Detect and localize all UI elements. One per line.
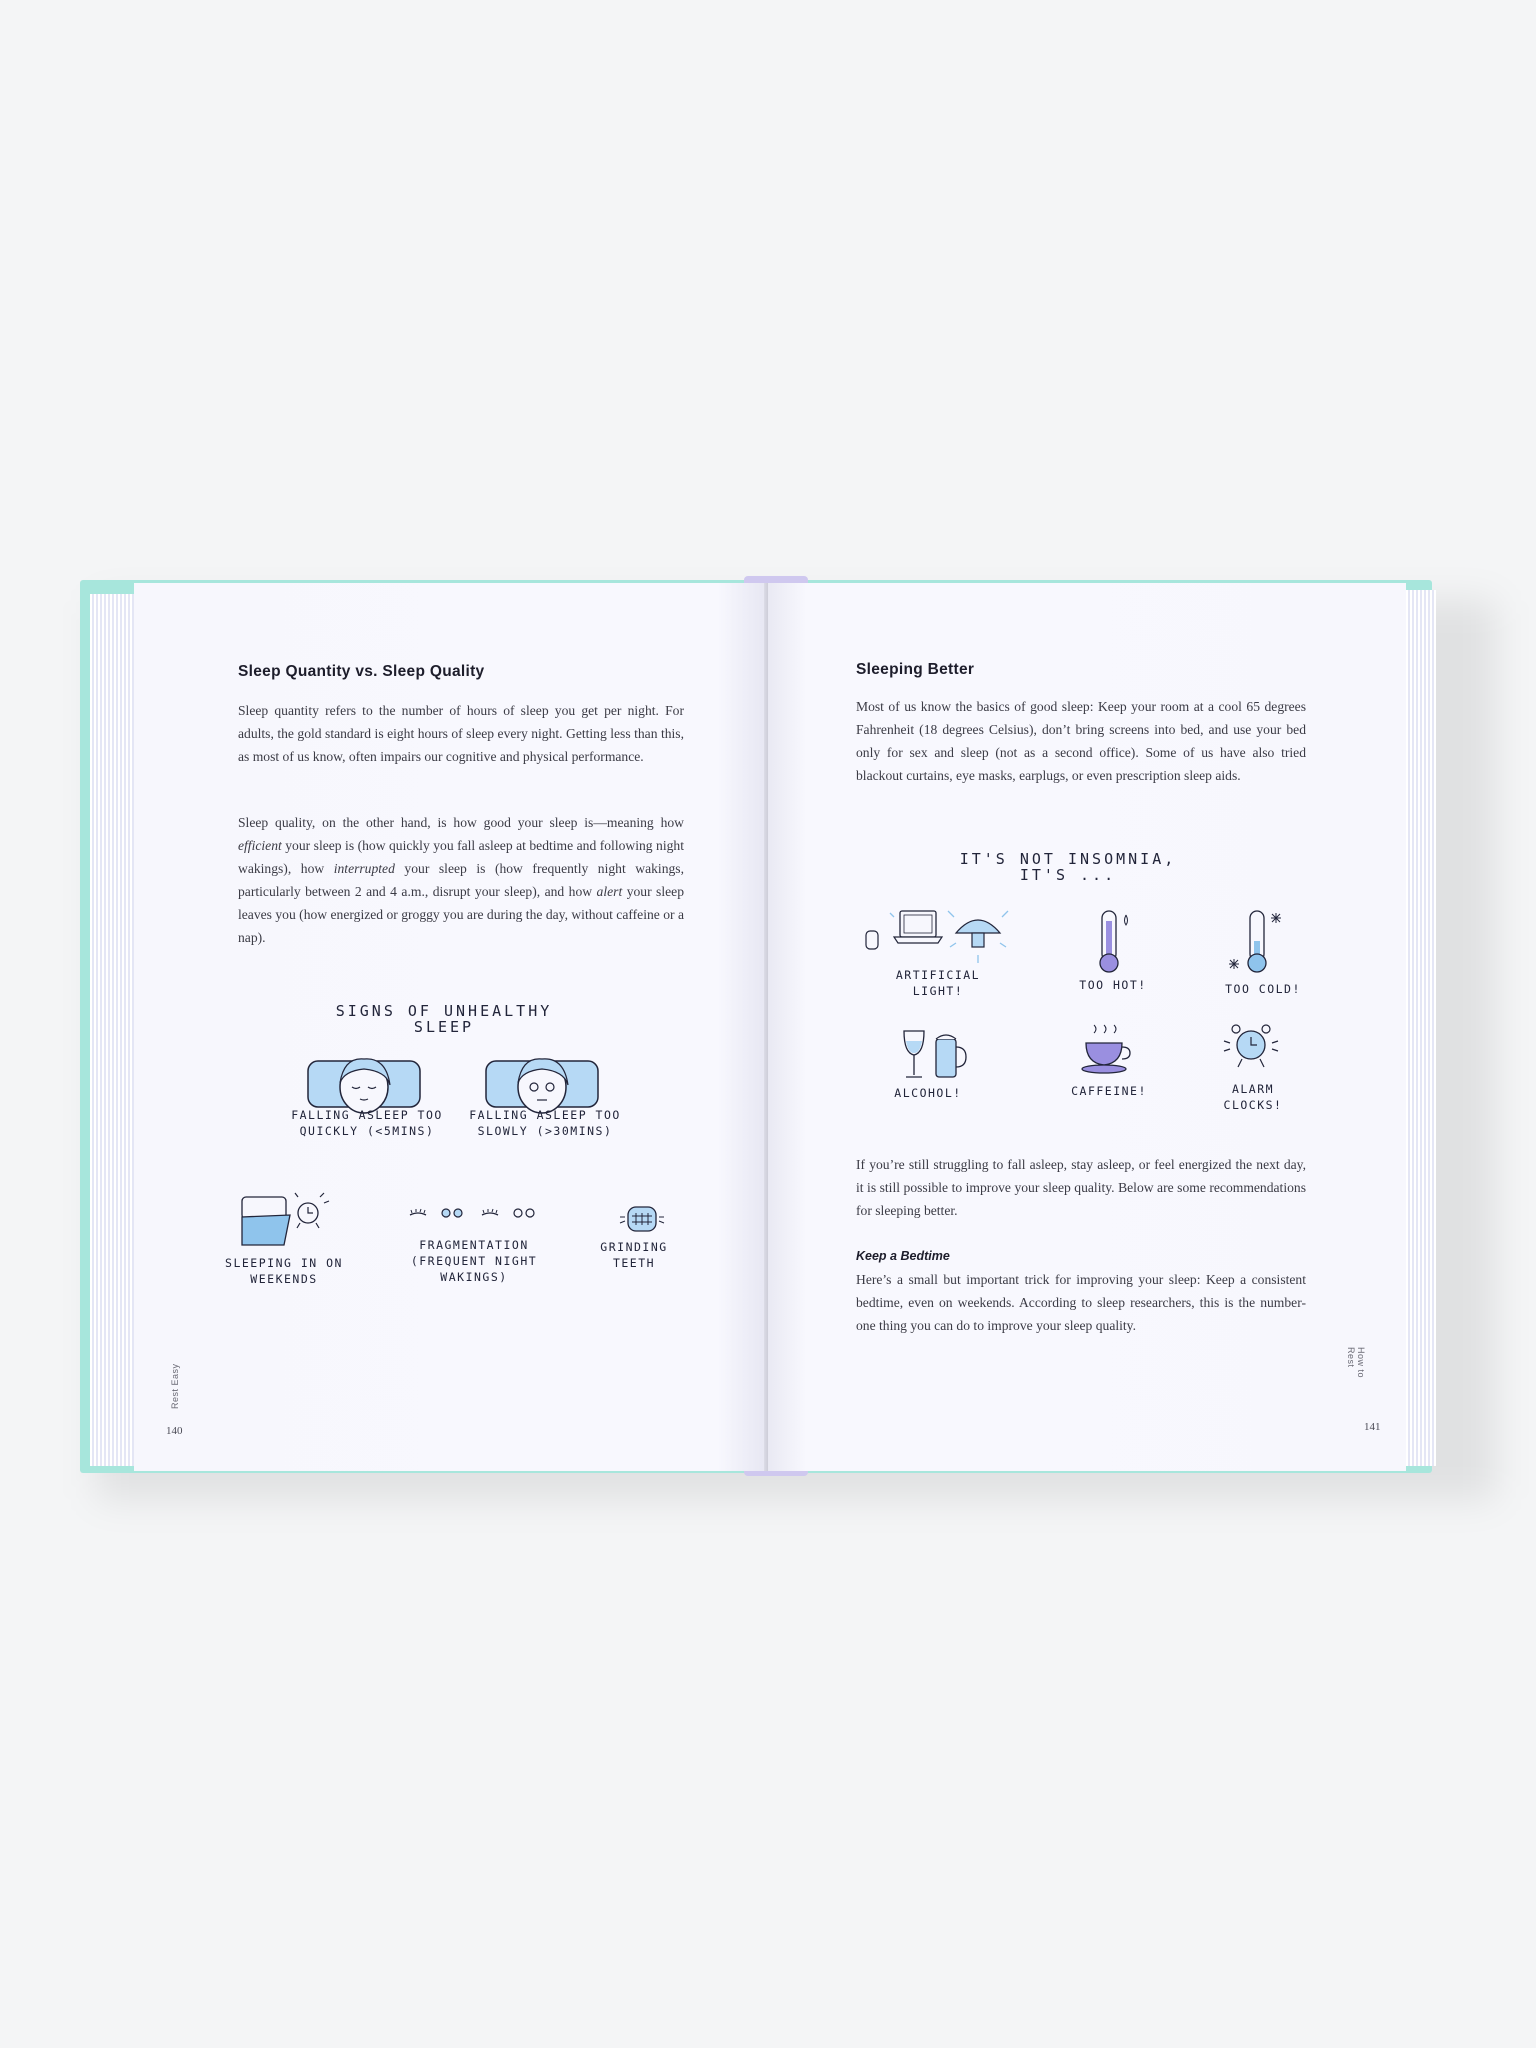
para2-emphasis-alert: alert xyxy=(596,884,623,899)
right-page-number: 141 xyxy=(1364,1421,1381,1433)
insomnia-illustration-title: IT'S NOT INSOMNIA, IT'S ... xyxy=(959,850,1177,884)
para2-emphasis-interrupted: interrupted xyxy=(333,861,395,876)
cause-caffeine: CAFFEINE! xyxy=(1071,1084,1147,1098)
right-para-3: Here’s a small but important trick for improving your sleep: Keep a consistent bedtime, even on weekends. According to sleep researchers, this is the number-one thing you can do to improve your sleep quality. xyxy=(856,1272,1306,1333)
left-page-heading: Sleep Quantity vs. Sleep Quality xyxy=(238,663,485,680)
left-page xyxy=(134,583,768,1471)
para2-text-1: Sleep quality, on the other hand, is how good your sleep is—meaning how xyxy=(238,815,684,830)
left-running-head: Rest Easy xyxy=(170,1363,180,1409)
thermometer-hot-icon xyxy=(1088,907,1138,977)
artificial-light-illustration xyxy=(860,903,1030,973)
right-para-3-block xyxy=(856,1245,1306,1337)
sign-falling-asleep-quickly: FALLING ASLEEP TOO QUICKLY (<5MINS) xyxy=(291,1108,443,1138)
right-running-head: How to Rest xyxy=(1346,1347,1366,1379)
right-para-2: If you’re still struggling to fall asleep, stay asleep, or feel energized the next day, it is still possible to improve your sleep quality. Below are some recommendations for sleeping better. xyxy=(856,1157,1306,1218)
coffee-cup-icon xyxy=(1076,1023,1136,1079)
left-page-edges xyxy=(90,594,140,1466)
cause-alarm-clocks: ALARM CLOCKS! xyxy=(1223,1082,1283,1112)
sleeping-in-illustration xyxy=(238,1187,334,1249)
signs-illustration-title: SIGNS OF UNHEALTHY SLEEP xyxy=(335,1002,553,1036)
sign-grinding-teeth: GRINDING TEETH xyxy=(600,1240,668,1270)
thermometer-cold-icon xyxy=(1226,907,1286,977)
cause-alcohol: ALCOHOL! xyxy=(894,1086,962,1100)
right-para-1: Most of us know the basics of good sleep: Keep your room at a cool 65 degrees Fahrenheit (18 degrees Celsius), don’t bring screens into bed, and use your bed only for sex and sleep (not as a second office). Some of us have also tried blackout curtains, eye masks, earplugs, or even prescription sleep aids. xyxy=(856,699,1306,783)
eyes-blinking-illustration xyxy=(406,1203,546,1223)
left-para-1: Sleep quantity refers to the number of hours of sleep you get per night. For adults, the gold standard is eight hours of sleep every night. Getting less than this, as most of us know, often impairs our cognitive and physical performance. xyxy=(238,703,684,764)
sign-falling-asleep-slowly: FALLING ASLEEP TOO SLOWLY (>30MINS) xyxy=(469,1108,621,1138)
alarm-clock-icon xyxy=(1220,1021,1282,1075)
para2-text-4: your sleep leaves you (how energized or groggy you are during the day, without caffeine or a nap). xyxy=(238,884,684,945)
left-para-2 xyxy=(238,811,684,949)
keep-a-bedtime-subheading: Keep a Bedtime xyxy=(856,1249,950,1263)
cause-too-hot: TOO HOT! xyxy=(1079,978,1147,992)
right-page-heading: Sleeping Better xyxy=(856,661,975,678)
cause-too-cold: TOO COLD! xyxy=(1225,982,1301,996)
para2-text-3: your sleep is (how frequently night wakings, particularly between 2 and 4 a.m., disrupt your sleep), and how xyxy=(238,861,684,899)
grinding-teeth-illustration xyxy=(618,1203,666,1235)
para2-text-2: your sleep is (how quickly you fall asleep at bedtime and following night wakings), how xyxy=(238,838,684,876)
awake-face-slow-illustration xyxy=(482,1053,602,1115)
alcohol-glasses-illustration xyxy=(898,1027,968,1085)
para2-emphasis-efficient: efficient xyxy=(238,838,282,853)
sleeping-face-quick-illustration xyxy=(304,1053,424,1115)
left-page-number: 140 xyxy=(166,1425,183,1437)
cause-artificial-light: ARTIFICIAL LIGHT! xyxy=(895,968,981,998)
right-page xyxy=(768,583,1406,1471)
sign-sleeping-in-weekends: SLEEPING IN ON WEEKENDS xyxy=(225,1256,343,1286)
sign-fragmentation: FRAGMENTATION (FREQUENT NIGHT WAKINGS) xyxy=(410,1238,538,1284)
